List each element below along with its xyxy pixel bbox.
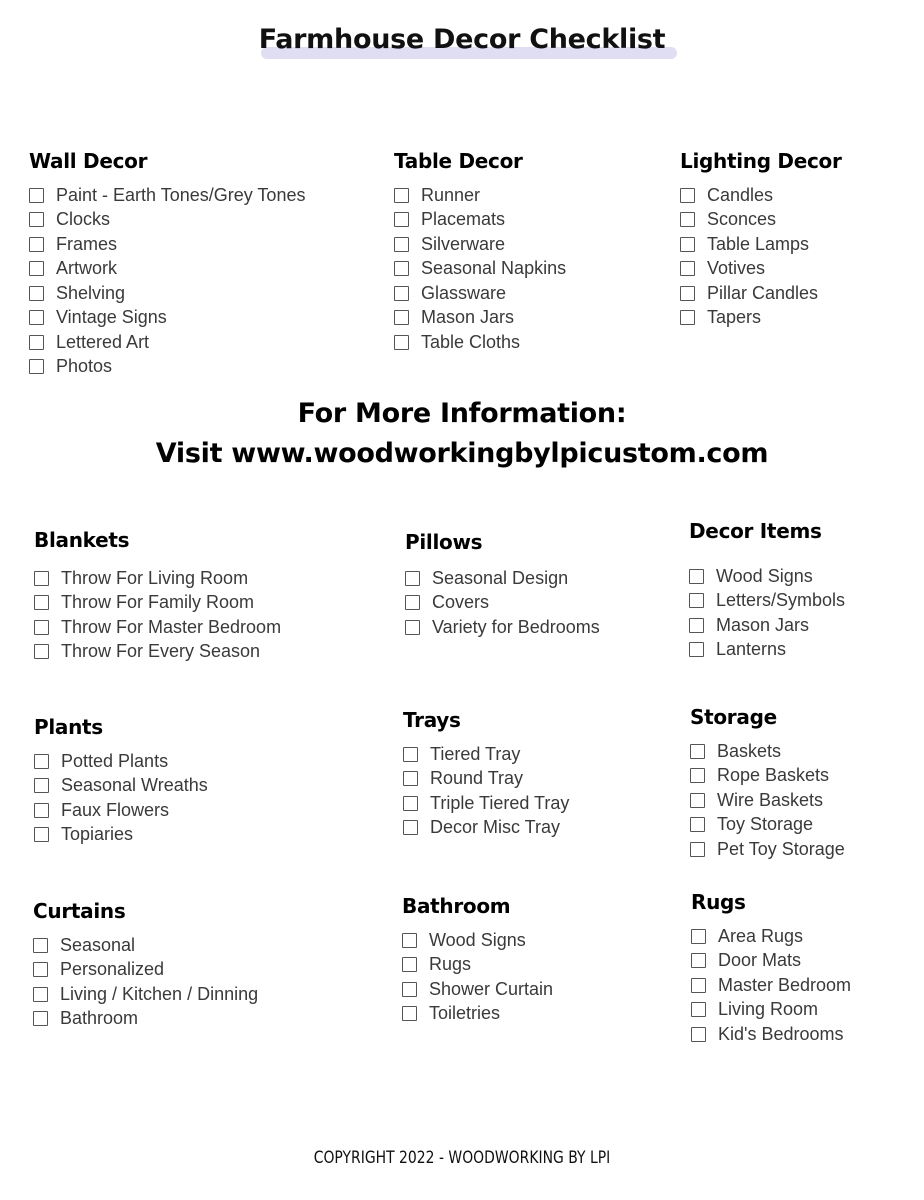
checklist-item-label: Pet Toy Storage <box>717 838 845 859</box>
checklist-item[interactable] <box>691 973 851 998</box>
checkbox[interactable] <box>29 212 44 227</box>
checkbox[interactable] <box>680 286 695 301</box>
checklist-item[interactable] <box>33 958 258 983</box>
checklist-item-label: Door Mats <box>718 950 802 971</box>
checklist-item-label: Vintage Signs <box>56 307 167 328</box>
checkbox[interactable] <box>690 842 705 857</box>
checklist-item[interactable] <box>33 982 258 1007</box>
checkbox[interactable] <box>691 929 706 944</box>
checklist <box>691 924 851 1047</box>
checklist-item-label: Throw For Living Room <box>61 567 249 588</box>
checkbox[interactable] <box>690 817 705 832</box>
checklist-item[interactable] <box>690 813 845 838</box>
checklist-item-label: Shelving <box>56 282 126 303</box>
checklist-item[interactable] <box>29 281 305 306</box>
checkbox[interactable] <box>33 962 48 977</box>
checklist-item[interactable] <box>402 977 553 1002</box>
checklist-item-label: Artwork <box>56 258 118 279</box>
checklist-item-label: Rope Baskets <box>717 765 830 786</box>
checklist-item[interactable] <box>680 183 842 208</box>
checklist-item-label: Lettered Art <box>56 331 150 352</box>
checklist <box>405 566 600 640</box>
checkbox[interactable] <box>29 237 44 252</box>
checklist-item[interactable] <box>29 257 305 282</box>
checklist-item-label: Votives <box>707 258 766 279</box>
checklist-item-label: Seasonal Wreaths <box>61 775 208 796</box>
section-heading: Curtains <box>33 899 126 923</box>
checklist-item-label: Tiered Tray <box>430 743 521 764</box>
checklist-item[interactable] <box>34 798 208 823</box>
section-curtains <box>33 899 258 1031</box>
checkbox[interactable] <box>680 188 695 203</box>
checklist-item-label: Frames <box>56 233 118 254</box>
checklist-item[interactable] <box>403 816 569 841</box>
checklist-item-label: Potted Plants <box>61 750 169 771</box>
checklist <box>33 933 258 1031</box>
checklist-item-label: Toy Storage <box>717 814 814 835</box>
checkbox[interactable] <box>394 188 409 203</box>
checklist-item[interactable] <box>691 1022 851 1047</box>
checklist-item-label: Candles <box>707 184 774 205</box>
checklist-item[interactable] <box>680 232 842 257</box>
checkbox[interactable] <box>680 212 695 227</box>
checklist-item[interactable] <box>34 591 281 616</box>
checklist-item[interactable] <box>29 330 305 355</box>
checkbox[interactable] <box>690 768 705 783</box>
checklist <box>403 742 569 840</box>
checklist-item[interactable] <box>689 613 845 638</box>
checklist <box>689 564 845 662</box>
section-plants <box>34 715 208 847</box>
section-heading: Pillows <box>405 530 483 554</box>
checkbox[interactable] <box>403 747 418 762</box>
checklist-item-label: Rugs <box>429 954 472 975</box>
checkbox[interactable] <box>29 261 44 276</box>
checklist <box>402 928 553 1026</box>
checklist-item-label: Area Rugs <box>718 925 804 946</box>
section-decor-items <box>689 519 845 662</box>
checkbox[interactable] <box>691 1002 706 1017</box>
section-table-decor <box>394 149 566 355</box>
checklist-item-label: Table Cloths <box>421 331 521 352</box>
checkbox[interactable] <box>403 796 418 811</box>
checklist-item-label: Living Room <box>718 999 819 1020</box>
checklist-item-label: Letters/Symbols <box>716 590 846 611</box>
checklist-item-label: Covers <box>432 592 490 613</box>
checklist-item[interactable] <box>34 615 281 640</box>
checkbox[interactable] <box>29 286 44 301</box>
checklist-item[interactable] <box>403 742 569 767</box>
checklist-item[interactable] <box>34 774 208 799</box>
checkbox[interactable] <box>680 261 695 276</box>
checkbox[interactable] <box>394 335 409 350</box>
checklist-item[interactable] <box>689 564 845 589</box>
checklist-item-label: Living / Kitchen / Dinning <box>60 983 259 1004</box>
checklist-item[interactable] <box>402 928 553 953</box>
checklist-item[interactable] <box>29 208 305 233</box>
checklist-item[interactable] <box>689 589 845 614</box>
checkbox[interactable] <box>34 778 49 793</box>
copyright-footer: COPYRIGHT 2022 - WOODWORKING BY LPI <box>313 1148 611 1168</box>
checklist-item-label: Topiaries <box>61 824 134 845</box>
section-bathroom <box>402 894 553 1026</box>
checkbox[interactable] <box>403 771 418 786</box>
checklist-item[interactable] <box>394 306 566 331</box>
checklist <box>34 749 208 847</box>
checklist-item-label: Throw For Every Season <box>61 641 261 662</box>
section-heading: Table Decor <box>394 149 523 173</box>
checklist-item-label: Bathroom <box>60 1008 139 1029</box>
checklist-item[interactable] <box>690 739 845 764</box>
checklist-item-label: Decor Misc Tray <box>430 817 561 838</box>
checklist-item-label: Kid's Bedrooms <box>718 1023 844 1044</box>
checklist-item-label: Wire Baskets <box>717 789 824 810</box>
checkbox[interactable] <box>394 212 409 227</box>
checklist <box>680 183 842 330</box>
checklist-item[interactable] <box>394 208 566 233</box>
section-heading: Bathroom <box>402 894 511 918</box>
checklist-item-label: Glassware <box>421 282 507 303</box>
checkbox[interactable] <box>690 793 705 808</box>
checkbox[interactable] <box>34 803 49 818</box>
section-heading: Rugs <box>691 890 746 914</box>
checkbox[interactable] <box>29 310 44 325</box>
checklist-item[interactable] <box>402 953 553 978</box>
checklist-item[interactable] <box>29 183 305 208</box>
checklist-item-label: Shower Curtain <box>429 978 554 999</box>
checkbox[interactable] <box>690 744 705 759</box>
checklist-item[interactable] <box>691 924 851 949</box>
checklist-item-label: Baskets <box>717 740 782 761</box>
checklist-item-label: Runner <box>421 184 481 205</box>
checkbox[interactable] <box>29 359 44 374</box>
checkbox[interactable] <box>691 978 706 993</box>
checklist-item[interactable] <box>394 183 566 208</box>
section-heading: Wall Decor <box>29 149 148 173</box>
checklist-item-label: Throw For Master Bedroom <box>61 616 282 637</box>
checkbox[interactable] <box>689 642 704 657</box>
checklist-item[interactable] <box>680 306 842 331</box>
checklist-item-label: Lanterns <box>716 639 787 660</box>
checkbox[interactable] <box>29 188 44 203</box>
checklist-item-label: Wood Signs <box>429 929 526 950</box>
checkbox[interactable] <box>402 957 417 972</box>
checkbox[interactable] <box>34 754 49 769</box>
checkbox[interactable] <box>34 595 49 610</box>
checklist-item[interactable] <box>402 1002 553 1027</box>
checklist-item-label: Placemats <box>421 209 506 230</box>
checklist-item[interactable] <box>690 788 845 813</box>
checkbox[interactable] <box>29 335 44 350</box>
checklist-item[interactable] <box>680 208 842 233</box>
checklist-item-label: Seasonal <box>60 934 136 955</box>
checklist-item[interactable] <box>691 998 851 1023</box>
checkbox[interactable] <box>34 827 49 842</box>
title-wrap <box>0 22 924 61</box>
checklist-item[interactable] <box>405 591 600 616</box>
checklist-item-label: Photos <box>56 356 113 377</box>
checkbox[interactable] <box>691 953 706 968</box>
section-pillows <box>405 530 600 640</box>
checklist-item[interactable] <box>29 306 305 331</box>
checkbox[interactable] <box>680 237 695 252</box>
checklist-item-label: Toiletries <box>429 1003 501 1024</box>
info-heading: For More Information: <box>297 398 627 429</box>
checkbox[interactable] <box>394 261 409 276</box>
checklist-item-label: Paint - Earth Tones/Grey Tones <box>56 184 306 205</box>
checklist-item-label: Wood Signs <box>716 565 813 586</box>
checkbox[interactable] <box>34 644 49 659</box>
checklist-item-label: Triple Tiered Tray <box>430 792 570 813</box>
checklist-item[interactable] <box>34 640 281 665</box>
checklist-item-label: Tapers <box>707 307 762 328</box>
section-heading: Blankets <box>34 528 130 552</box>
section-heading: Lighting Decor <box>680 149 842 173</box>
checklist-item-label: Clocks <box>56 209 111 230</box>
checkbox[interactable] <box>402 933 417 948</box>
checkbox[interactable] <box>403 820 418 835</box>
checklist-item-label: Pillar Candles <box>707 282 819 303</box>
checkbox[interactable] <box>402 982 417 997</box>
checkbox[interactable] <box>689 593 704 608</box>
checklist-item-label: Seasonal Design <box>432 567 569 588</box>
checkbox[interactable] <box>394 237 409 252</box>
checklist <box>34 566 281 664</box>
checklist-item-label: Throw For Family Room <box>61 592 255 613</box>
checkbox[interactable] <box>33 1011 48 1026</box>
website-link[interactable]: Visit www.woodworkingbylpicustom.com <box>155 438 769 469</box>
checklist-item[interactable] <box>405 566 600 591</box>
checkbox[interactable] <box>34 571 49 586</box>
checklist-item-label: Master Bedroom <box>718 974 852 995</box>
checklist-item[interactable] <box>34 566 281 591</box>
checklist-item-label: Seasonal Napkins <box>421 258 567 279</box>
checkbox[interactable] <box>691 1027 706 1042</box>
checklist-item[interactable] <box>33 933 258 958</box>
checklist-item[interactable] <box>680 257 842 282</box>
checklist-item[interactable] <box>34 823 208 848</box>
checkbox[interactable] <box>33 938 48 953</box>
checklist-item[interactable] <box>29 232 305 257</box>
page-title <box>251 22 674 61</box>
checklist-item-label: Personalized <box>60 959 165 980</box>
checkbox[interactable] <box>402 1006 417 1021</box>
checklist-item[interactable] <box>691 949 851 974</box>
checkbox[interactable] <box>405 595 420 610</box>
checklist-item-label: Faux Flowers <box>61 799 170 820</box>
checklist-item-label: Sconces <box>707 209 777 230</box>
checklist-item[interactable] <box>394 232 566 257</box>
section-heading: Decor Items <box>689 519 822 543</box>
checklist-item[interactable] <box>34 749 208 774</box>
checklist-item[interactable] <box>405 615 600 640</box>
checkbox[interactable] <box>394 286 409 301</box>
checklist-item[interactable] <box>33 1007 258 1032</box>
checklist-item-label: Round Tray <box>430 768 524 789</box>
checkbox[interactable] <box>689 569 704 584</box>
checklist-item[interactable] <box>680 281 842 306</box>
section-trays <box>403 708 569 840</box>
section-heading: Storage <box>690 705 777 729</box>
checklist-item[interactable] <box>394 257 566 282</box>
checklist-item[interactable] <box>690 764 845 789</box>
checklist-item[interactable] <box>403 767 569 792</box>
checkbox[interactable] <box>33 987 48 1002</box>
checklist-item[interactable] <box>689 638 845 663</box>
checklist <box>394 183 566 355</box>
checklist <box>29 183 305 379</box>
checkbox[interactable] <box>680 310 695 325</box>
checklist-item[interactable] <box>29 355 305 380</box>
section-blankets <box>34 528 281 664</box>
section-heading: Trays <box>403 708 461 732</box>
info-block <box>0 394 924 474</box>
checklist-item-label: Mason Jars <box>421 307 515 328</box>
checklist-item[interactable] <box>394 330 566 355</box>
checkbox[interactable] <box>34 620 49 635</box>
checklist-item-label: Mason Jars <box>716 614 810 635</box>
checkbox[interactable] <box>394 310 409 325</box>
checklist-item[interactable] <box>690 837 845 862</box>
section-rugs <box>691 890 851 1047</box>
checklist-item[interactable] <box>403 791 569 816</box>
checkbox[interactable] <box>405 620 420 635</box>
section-storage <box>690 705 845 862</box>
checklist-item-label: Variety for Bedrooms <box>432 616 600 637</box>
section-heading: Plants <box>34 715 103 739</box>
section-wall-decor <box>29 149 305 379</box>
checkbox[interactable] <box>689 618 704 633</box>
checklist-item[interactable] <box>394 281 566 306</box>
page-title-text: Farmhouse Decor Checklist <box>258 24 666 55</box>
section-lighting-decor <box>680 149 842 330</box>
checklist-item-label: Silverware <box>421 233 506 254</box>
checklist-item-label: Table Lamps <box>707 233 810 254</box>
checkbox[interactable] <box>405 571 420 586</box>
checklist <box>690 739 845 862</box>
